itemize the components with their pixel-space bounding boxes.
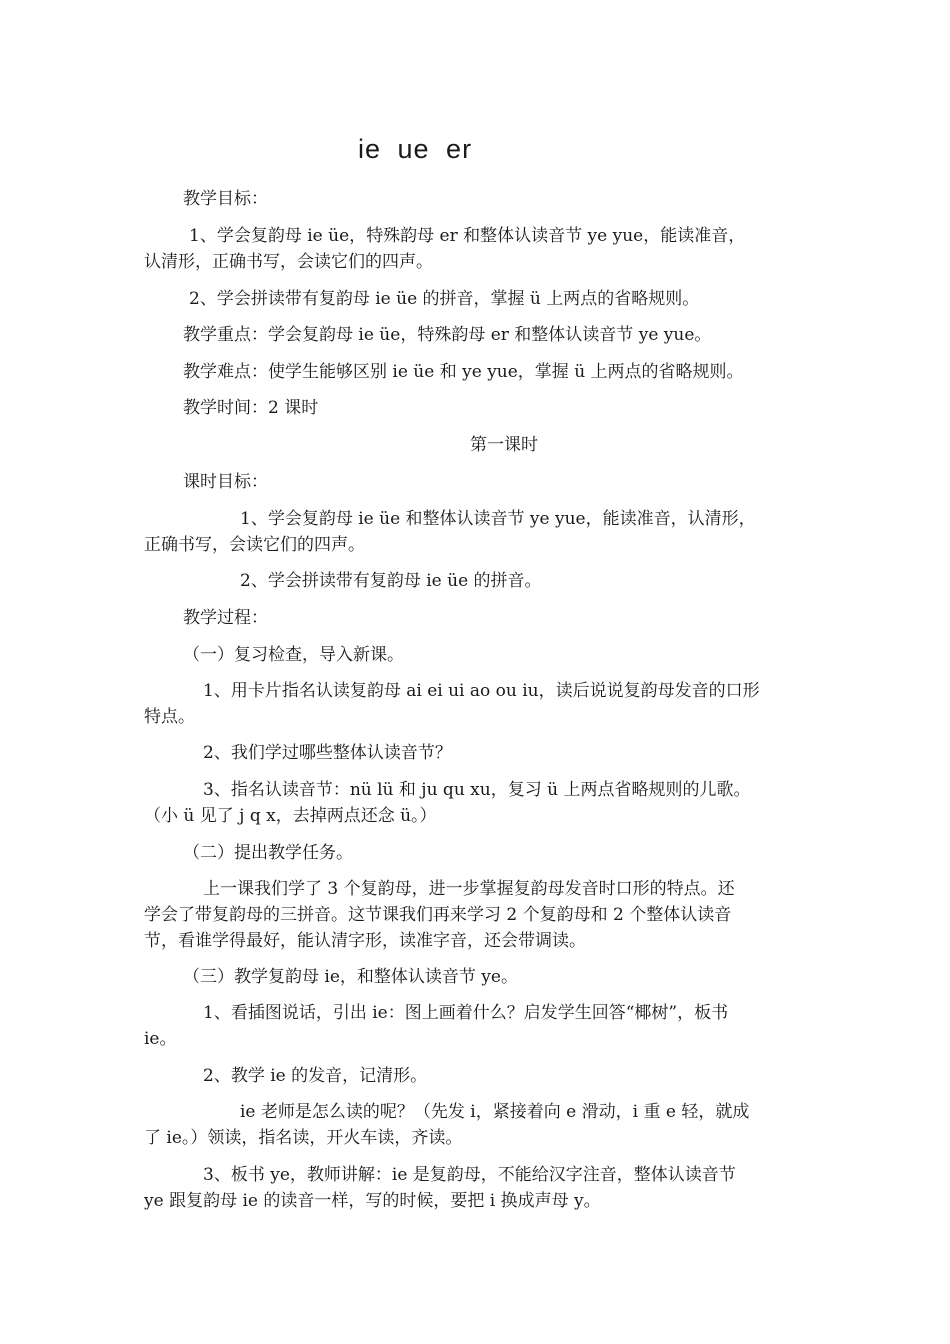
- teaching-key-point: 教学重点：学会复韵母 ie üe，特殊韵母 er 和整体认读音节 ye yue。: [183, 325, 712, 345]
- step-3-line-1: 3、指名认读音节：nü lü 和 ju qu xu，复习 ü 上两点省略规则的儿歌。: [203, 780, 751, 800]
- section-3-step-3-line-2: ye 跟复韵母 ie 的读音一样，写的时候，要把 i 换成声母 y。: [144, 1191, 601, 1211]
- lesson-objective-2: 2、学会拼读带有复韵母 ie üe 的拼音。: [240, 571, 542, 591]
- objective-1-line-2: 认清形，正确书写，会读它们的四声。: [144, 252, 433, 272]
- step-1-line-1: 1、用卡片指名认读复韵母 ai ei ui ao ou iu，读后说说复韵母发音的口形: [203, 681, 760, 701]
- section-1-heading: （一）复习检查，导入新课。: [183, 645, 404, 665]
- section-3-heading: （三）教学复韵母 ie，和整体认读音节 ye。: [183, 967, 518, 987]
- teaching-objectives-heading: 教学目标：: [183, 189, 268, 209]
- objective-2: 2、学会拼读带有复韵母 ie üe 的拼音，掌握 ü 上两点的省略规则。: [189, 289, 700, 309]
- pronunciation-line-1: ie 老师是怎么读的呢？（先发 i，紧接着向 e 滑动，i 重 e 轻，就成: [240, 1102, 750, 1122]
- step-1-line-2: 特点。: [144, 707, 195, 727]
- task-paragraph-line-2: 学会了带复韵母的三拼音。这节课我们再来学习 2 个复韵母和 2 个整体认读音: [144, 905, 732, 925]
- lesson-objective-1-line-2: 正确书写，会读它们的四声。: [144, 535, 365, 555]
- first-lesson-heading: 第一课时: [470, 435, 538, 455]
- section-2-heading: （二）提出教学任务。: [183, 843, 353, 863]
- lesson-objectives-heading: 课时目标：: [183, 472, 268, 492]
- objective-1-line-1: 1、学会复韵母 ie üe，特殊韵母 er 和整体认读音节 ye yue，能读准音，: [189, 226, 746, 246]
- section-3-step-2: 2、教学 ie 的发音，记清形。: [203, 1066, 428, 1086]
- lesson-objective-1-line-1: 1、学会复韵母 ie üe 和整体认读音节 ye yue，能读准音，认清形，: [240, 509, 756, 529]
- task-paragraph-line-1: 上一课我们学了 3 个复韵母，进一步掌握复韵母发音时口形的特点。还: [203, 879, 735, 899]
- pronunciation-line-2: 了 ie。）领读，指名读，开火车读，齐读。: [144, 1128, 463, 1148]
- step-3-line-2: （小 ü 见了 j q x，去掉两点还念 ü。）: [144, 806, 437, 826]
- section-3-step-1-line-2: ie。: [144, 1029, 177, 1049]
- teaching-difficulty: 教学难点：使学生能够区别 ie üe 和 ye yue，掌握 ü 上两点的省略规则。: [183, 362, 744, 382]
- teaching-process-heading: 教学过程：: [183, 608, 268, 628]
- section-3-step-1-line-1: 1、看插图说话，引出 ie：图上画着什么？启发学生回答“椰树”，板书: [203, 1003, 729, 1023]
- task-paragraph-line-3: 节，看谁学得最好，能认清字形，读准字音，还会带调读。: [144, 931, 586, 951]
- teaching-time: 教学时间：2 课时: [183, 398, 319, 418]
- section-3-step-3-line-1: 3、板书 ye，教师讲解：ie 是复韵母，不能给汉字注音，整体认读音节: [203, 1165, 736, 1185]
- step-2: 2、我们学过哪些整体认读音节？: [203, 743, 452, 763]
- lesson-title: ie ue er: [358, 134, 473, 164]
